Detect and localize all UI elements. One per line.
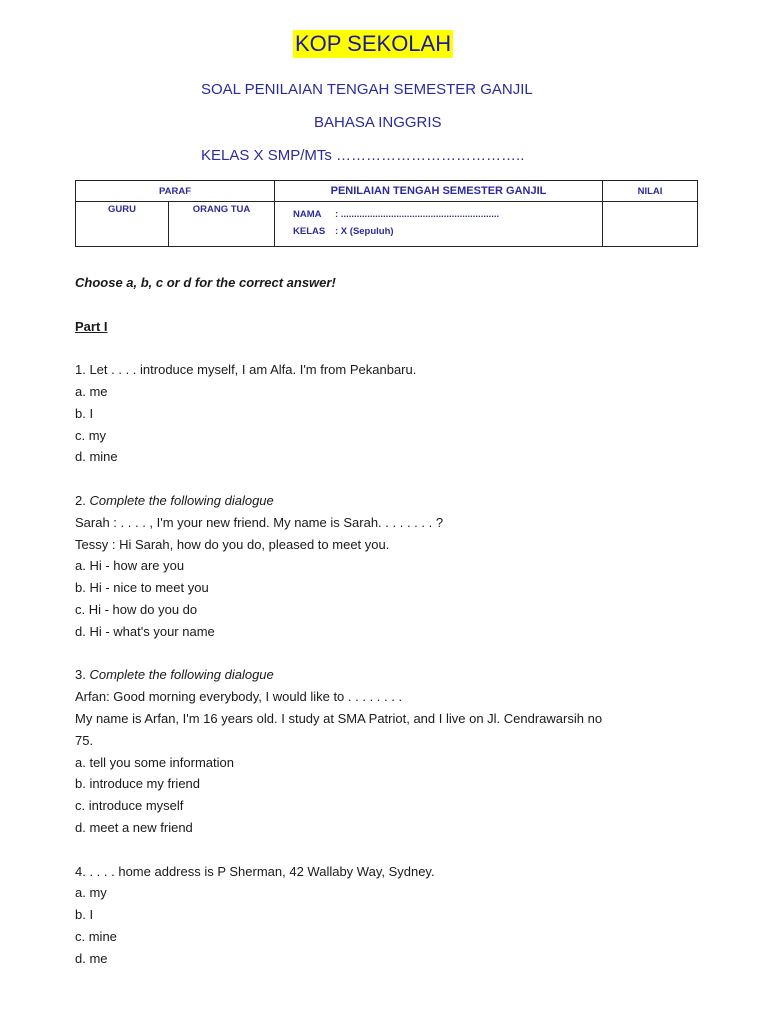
option-b: b. I xyxy=(75,405,94,421)
exam-body xyxy=(75,272,705,970)
option-d: d. meet a new friend xyxy=(75,819,193,835)
dialogue-line: Tessy : Hi Sarah, how do you do, pleased to meet you. xyxy=(75,536,390,552)
option-c: c. Hi - how do you do xyxy=(75,601,198,617)
kelas-label: KELAS xyxy=(293,226,326,237)
question-number: 2. xyxy=(75,492,90,508)
question-2 xyxy=(75,490,705,643)
kelas-field: : X (Sepuluh) xyxy=(335,226,394,237)
question-3 xyxy=(75,664,705,838)
nama-label: NAMA xyxy=(293,209,322,220)
guru-label: GURU xyxy=(108,204,136,215)
option-d: d. Hi - what's your name xyxy=(75,623,215,639)
paraf-header: PARAF xyxy=(76,181,275,202)
prompt-text: Complete the following dialogue xyxy=(89,492,274,508)
nama-field[interactable]: : ............................................................ xyxy=(335,209,500,220)
option-c: c. introduce myself xyxy=(75,798,184,814)
option-c: c. my xyxy=(75,427,107,443)
option-d: d. mine xyxy=(75,449,118,465)
option-d: d. me xyxy=(75,950,108,966)
option-a: a. tell you some information xyxy=(75,754,234,770)
exam-subject: BAHASA INGGRIS xyxy=(314,114,442,131)
option-a: a. me xyxy=(75,383,108,399)
dialogue-line: My name is Arfan, I'm 16 years old. I study at SMA Patriot, and I live on Jl. Cendrawarsih no xyxy=(75,710,603,726)
option-c: c. mine xyxy=(75,928,117,944)
question-number: 3. xyxy=(75,667,90,683)
question-4 xyxy=(75,861,705,970)
student-info-table xyxy=(75,180,698,247)
student-identity-cell xyxy=(275,202,603,247)
guru-signature-cell xyxy=(76,202,169,247)
prompt-text: Complete the following dialogue xyxy=(89,667,274,683)
school-letterhead: KOP SEKOLAH xyxy=(295,31,452,56)
orang-tua-signature-cell xyxy=(169,202,275,247)
exam-title: SOAL PENILAIAN TENGAH SEMESTER GANJIL xyxy=(201,81,533,98)
option-a: a. my xyxy=(75,885,107,901)
penilaian-header: PENILAIAN TENGAH SEMESTER GANJIL xyxy=(275,181,603,202)
dialogue-line: Arfan: Good morning everybody, I would like to . . . . . . . . xyxy=(75,689,403,705)
dialogue-line: Sarah : . . . . , I'm your new friend. My name is Sarah. . . . . . . . ? xyxy=(75,514,444,530)
question-text: 4. . . . . home address is P Sherman, 42 Wallaby Way, Sydney. xyxy=(75,863,435,879)
option-a: a. Hi - how are you xyxy=(75,558,185,574)
option-b: b. Hi - nice to meet you xyxy=(75,580,209,596)
question-1 xyxy=(75,359,705,468)
nilai-header: NILAI xyxy=(603,181,698,202)
question-text: 1. Let . . . . introduce myself, I am Alfa. I'm from Pekanbaru. xyxy=(75,362,417,378)
question-prompt xyxy=(75,664,705,686)
option-b: b. introduce my friend xyxy=(75,776,201,792)
dialogue-line: 75. xyxy=(75,732,94,748)
question-prompt xyxy=(75,490,705,512)
nilai-score-cell xyxy=(603,202,698,247)
exam-class-line: KELAS X SMP/MTs ……………………………….. xyxy=(201,147,525,164)
orang-tua-label: ORANG TUA xyxy=(192,204,251,215)
option-b: b. I xyxy=(75,907,94,923)
part-heading: Part I xyxy=(75,318,108,334)
instruction: Choose a, b, c or d for the correct answer! xyxy=(75,275,336,290)
